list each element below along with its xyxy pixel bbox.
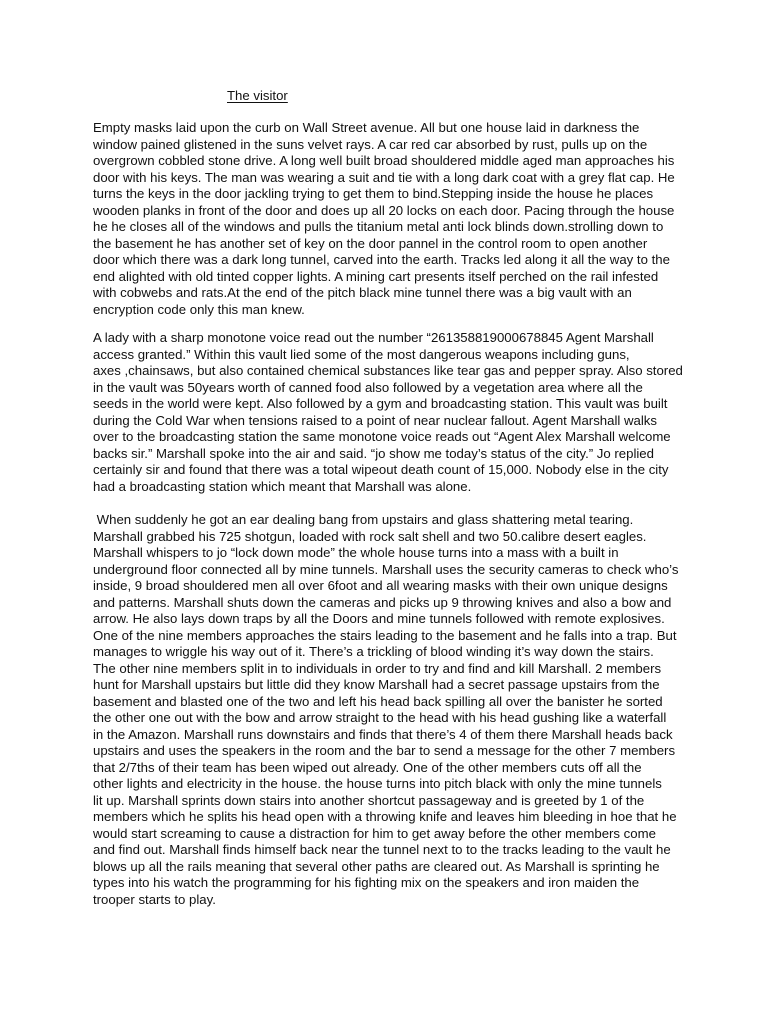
- text-line: turns the keys in the door jackling trying to get them to bind.Stepping inside the house he places: [93, 186, 654, 201]
- text-line: over to the broadcasting station the same monotone voice reads out “Agent Alex Marshall welcome: [93, 429, 671, 444]
- text-line: When suddenly he got an ear dealing bang from upstairs and glass shattering metal tearing.: [93, 512, 634, 527]
- text-line: in the Amazon. Marshall runs downstairs and finds that there’s 4 of them there Marshall heads back: [93, 726, 673, 742]
- text-line: types into his watch the programming for his fighting mix on the speakers and iron maiden the: [93, 875, 640, 890]
- text-line: during the Cold War when tensions raised to a point of near nuclear fallout. Agent Marshall walks: [93, 412, 657, 428]
- text-line: members which he splits his head open with a throwing knife and leaves him bleeding in hoe that he: [93, 809, 677, 824]
- text-line: and find out. Marshall finds himself back near the tunnel next to to the tracks leading to the vault he: [93, 842, 671, 857]
- text-line: encryption code only this man knew.: [93, 301, 305, 317]
- text-line: the other one out with the bow and arrow straight to the head with his head gushing like a waterfall: [93, 710, 667, 725]
- document-title: The visitor: [227, 88, 288, 103]
- text-line: door which there was a dark long tunnel, carved into the earth. Tracks led along it all the way to the: [93, 252, 670, 267]
- text-line: axes ,chainsaws, but also contained chemical substances like tear gas and pepper spray. Also stored: [93, 363, 683, 378]
- text-line: One of the nine members approaches the stairs leading to the basement and he falls into a trap. But: [93, 627, 677, 643]
- text-line: that 2/7ths of their team has been wiped out already. One of the other members cuts off all the: [93, 759, 642, 775]
- text-line: upstairs and uses the speakers in the room and the bar to send a message for the other 7 members: [93, 743, 676, 758]
- text-line: hunt for Marshall upstairs but little did they know Marshall had a secret passage upstairs from the: [93, 677, 660, 692]
- text-line: Empty masks laid upon the curb on Wall Street avenue. All but one house laid in darkness the: [93, 120, 640, 135]
- text-line: with cobwebs and rats.At the end of the pitch black mine tunnel there was a big vault with an: [93, 285, 632, 300]
- text-line: blows up all the rails meaning that several other paths are cleared out. As Marshall is sprinting he: [93, 858, 660, 874]
- text-line: arrow. He also lays down traps by all the Doors and mine tunnels followed with remote explosives.: [93, 611, 665, 626]
- text-line: certainly sir and found that there was a total wipeout death count of 15,000. Nobody else in the city: [93, 462, 669, 477]
- paragraph-1: [93, 120, 713, 318]
- paragraph-2: [93, 330, 713, 495]
- text-line: basement and blasted one of the two and left his head back spilling all over the banister he sorted: [93, 693, 663, 709]
- text-line: manages to wriggle his way out of it. There’s a trickling of blood winding it’s way down the stairs.: [93, 644, 654, 659]
- text-line: he he closes all of the windows and pulls the titanium metal anti lock blinds down.strolling down to: [93, 219, 664, 234]
- text-line: Marshall whispers to jo “lock down mode” the whole house turns into a mass with a built in: [93, 545, 619, 560]
- text-line: and patterns. Marshall shuts down the cameras and picks up 9 throwing knives and also a bow and: [93, 594, 672, 610]
- text-line: lit up. Marshall sprints down stairs into another shortcut passageway and is greeted by 1 of the: [93, 792, 645, 808]
- text-line: window pained glistened in the suns velvet rays. A car red car absorbed by rust, pulls up on the: [93, 136, 648, 152]
- paragraph-3: [93, 512, 713, 908]
- text-line: trooper starts to play.: [93, 891, 216, 907]
- text-line: inside, 9 broad shouldered men all over 6foot and all wearing masks with their own unique designs: [93, 578, 668, 593]
- text-line: Marshall grabbed his 725 shotgun, loaded with rock salt shell and two 50.calibre desert eagles.: [93, 528, 647, 544]
- text-line: the basement he has another set of key on the door pannel in the control room to open another: [93, 235, 648, 251]
- text-line: The other nine members split in to individuals in order to try and find and kill Marshall. 2 members: [93, 660, 662, 676]
- text-line: backs sir.” Marshall spoke into the air and said. “jo show me today’s status of the city.” Jo replied: [93, 445, 654, 461]
- text-line: underground floor connected all by mine tunnels. Marshall uses the security cameras to check who’s: [93, 561, 679, 577]
- text-line: other lights and electricity in the house. the house turns into pitch black with only the mine tunnels: [93, 776, 662, 791]
- text-line: access granted.” Within this vault lied some of the most dangerous weapons including guns,: [93, 346, 630, 362]
- text-line: would start screaming to cause a distraction for him to get away before the other members come: [93, 825, 656, 841]
- text-line: had a broadcasting station which meant that Marshall was alone.: [93, 478, 472, 494]
- text-line: end alighted with old tinted copper lights. A mining cart presents itself perched on the rail infested: [93, 268, 659, 284]
- text-line: A lady with a sharp monotone voice read out the number “261358819000678845 Agent Marshall: [93, 330, 654, 345]
- text-line: wooden planks in front of the door and does up all 20 locks on each door. Pacing through the house: [93, 202, 675, 218]
- text-line: overgrown cobbled stone drive. A long well built broad shouldered middle aged man approaches his: [93, 153, 675, 168]
- text-line: in the vault was 50years worth of canned food also followed by a vegetation area where all the: [93, 379, 643, 395]
- text-line: seeds in the world were kept. Also followed by a gym and broadcasting station. This vault was built: [93, 396, 668, 411]
- text-line: door with his keys. The man was wearing a suit and tie with a long dark coat with a grey flat cap. He: [93, 169, 675, 185]
